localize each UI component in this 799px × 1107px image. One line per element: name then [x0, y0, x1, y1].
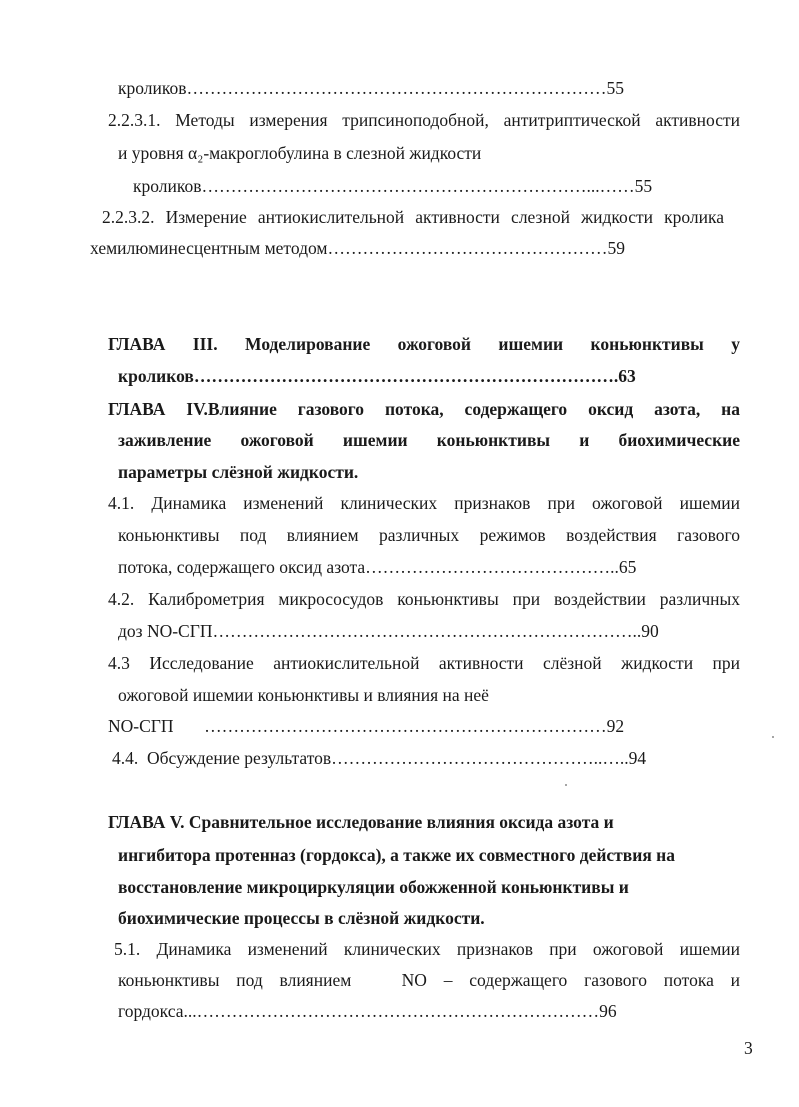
toc-line: 2.2.3.1. Методы измерения трипсиноподобной, антитриптической активности [108, 110, 740, 130]
chapter-heading: восстановление микроциркуляции обожженной коньюнктивы и [118, 877, 629, 897]
toc-line: 5.1. Динамика изменений клинических признаков при ожоговой ишемии [114, 939, 740, 959]
toc-line: 4.1. Динамика изменений клинических признаков при ожоговой ишемии [108, 493, 740, 513]
chapter-heading: биохимические процессы в слёзной жидкости. [118, 908, 485, 928]
chapter-heading: параметры слёзной жидкости. [118, 462, 359, 482]
toc-line: коньюнктивы под влиянием NO – содержащего газового потока и [118, 970, 740, 990]
toc-line: потока, содержащего оксид азота……………………………………..65 [118, 557, 637, 577]
toc-line: хемилюминесцентным методом…………………………………………59 [90, 238, 625, 258]
toc-line: кроликов………………………………………………………………55 [118, 78, 624, 98]
toc-line: доз NO-СГП………………………………………………………………..90 [118, 621, 659, 641]
toc-line: 4.3 Исследование антиокислительной активности слёзной жидкости при [108, 653, 740, 673]
toc-line: 2.2.3.2. Измерение антиокислительной активности слезной жидкости кролика [102, 207, 724, 227]
scan-speck [772, 736, 774, 738]
chapter-heading: заживление ожоговой ишемии коньюнктивы и биохимические [118, 430, 740, 450]
toc-line: и уровня α₂-макроглобулина в слезной жидкости [118, 143, 482, 163]
toc-line: 4.2. Калиброметрия микрососудов коньюнктивы при воздействии различных [108, 589, 740, 609]
page-number: 3 [744, 1038, 753, 1058]
chapter-heading: ГЛАВА V. Сравнительное исследование влияния оксида азота и [108, 812, 614, 832]
toc-line: коньюнктивы под влиянием различных режимов воздействия газового [118, 525, 740, 545]
chapter-heading: ГЛАВА III. Моделирование ожоговой ишемии коньюнктивы у [108, 334, 740, 354]
toc-line: 4.4. Обсуждение результатов………………………………………..…..94 [112, 748, 647, 768]
toc-line: гордокса...……………………………………………………………96 [118, 1001, 617, 1021]
toc-line: кроликов…………………………………………………………...……55 [133, 176, 653, 196]
toc-line: кроликов……………………………………………………………….63 [118, 366, 636, 386]
toc-line: NO-СГП ……………………………………………………………92 [108, 716, 625, 736]
chapter-heading: ГЛАВА IV.Влияние газового потока, содержащего оксид азота, на [108, 399, 740, 419]
chapter-heading: ингибитора протенназ (гордокса), а также их совместного действия на [118, 845, 675, 865]
scan-speck [565, 784, 567, 786]
toc-line: ожоговой ишемии коньюнктивы и влияния на неё [118, 685, 489, 705]
